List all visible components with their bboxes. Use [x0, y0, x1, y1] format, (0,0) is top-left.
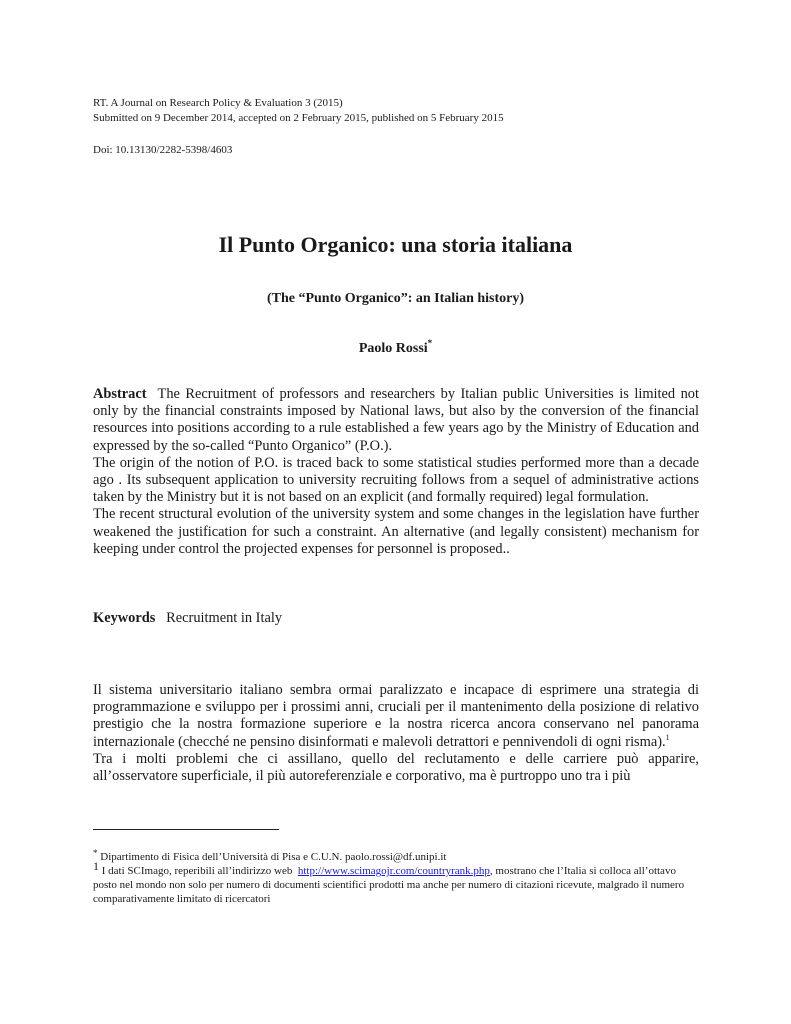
- footnote-author-mark: *: [93, 848, 98, 858]
- abstract-paragraph-2: The origin of the notion of P.O. is traced back to some statistical studies performed more than a decade ago . Its subsequent application to university recruiting follows from a sequel of administrative actions taken by the Ministry but it is not based on an explicit (and formally required) legal formulation.: [93, 454, 699, 506]
- author-name: Paolo Rossi: [358, 341, 428, 356]
- abstract-section: [93, 386, 699, 558]
- footnotes: [93, 850, 699, 906]
- intro-paragraph-1: [93, 682, 699, 751]
- intro-text-1: Il sistema universitario italiano sembra ormai paralizzato e incapace di esprimere una strategia di programmazione e sviluppo per i prossimi anni, cruciali per il mantenimento della posizione di relativo prestigio che la nostra formazione superiore e la nostra ricerca ancora conservano nel panorama internazionale (checché ne pensino disinformati e malevoli detrattori e pennivendoli di ogni risma).: [93, 682, 699, 750]
- journal-citation: RT. A Journal on Research Policy & Evaluation 3 (2015): [93, 97, 343, 109]
- scimago-link[interactable]: http://www.scimagojr.com/countryrank.php: [297, 865, 490, 877]
- author-footnote-mark: *: [427, 338, 433, 348]
- paper-subtitle: (The “Punto Organico”: an Italian history): [266, 291, 525, 306]
- intro-paragraph-2: Tra i molti problemi che ci assillano, quello del reclutamento e delle carriere può apparire, all’osservatore superficiale, il più autoreferenziale e corporativo, ma è purtroppo uno tra i più: [93, 750, 699, 785]
- footnote-1-mark: 1: [93, 859, 99, 873]
- abstract-text-1: The Recruitment of professors and researchers by Italian public Universities is limited not only by the financial constraints imposed by National laws, but also by the conversion of the financial resources into positions according to a rule established a few years ago by the Ministry of Education and expressed by the so-called “Punto Organico” (P.O.).: [93, 386, 699, 454]
- abstract-paragraph-3: The recent structural evolution of the university system and some changes in the legislation have further weakened the justification for such a constraint. An alternative (and legally consistent) mechanism for keeping under control the projected expenses for personnel is proposed..: [93, 506, 699, 557]
- footnote-1-text-after: , mostrano che l’Italia si colloca all’ottavo posto nel mondo non solo per numero di documenti scientifici prodotti ma anche per numero di citazioni ricevute, malgrado il numero comparativamente limitato di ricercatori: [93, 865, 685, 905]
- abstract-paragraph-1: [93, 386, 699, 455]
- intro-section: [93, 682, 699, 785]
- keywords-label: Keywords: [93, 610, 156, 626]
- keywords-value: Recruitment in Italy: [166, 610, 283, 626]
- keywords-line: [93, 609, 282, 627]
- doi: Doi: 10.13130/2282-5398/4603: [93, 144, 233, 156]
- footnote-author: [93, 850, 699, 864]
- abstract-label: Abstract: [93, 386, 147, 402]
- footnote-1: [93, 859, 699, 906]
- submission-dates: Submitted on 9 December 2014, accepted on 2 February 2015, published on 5 February 2015: [93, 112, 504, 124]
- footnote-ref-1[interactable]: 1: [665, 732, 670, 742]
- paper-title: Il Punto Organico: una storia italiana: [218, 232, 573, 257]
- author-line: [0, 339, 791, 359]
- footnote-1-text-before: I dati SCImago, reperibili all’indirizzo web: [101, 865, 293, 877]
- footnote-author-text: Dipartimento di Fisica dell’Università di Pisa e C.U.N. paolo.rossi@df.unipi.it: [100, 851, 447, 863]
- footnote-separator: [93, 829, 279, 830]
